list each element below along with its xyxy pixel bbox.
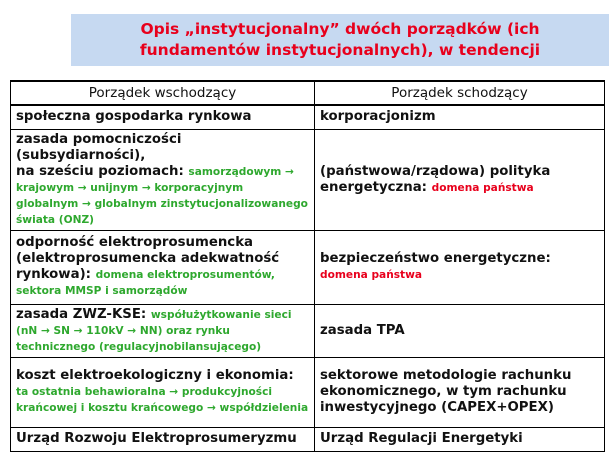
- cell-text: sektorowe metodologie rachunku: [320, 368, 572, 383]
- cell-text: (subsydiarności),: [16, 147, 146, 163]
- cell-text: zasada TPA: [320, 322, 405, 338]
- cell-left: [11, 230, 315, 304]
- cell-text: (elektroprosumencka adekwatność: [16, 251, 280, 266]
- cell-right: [315, 427, 605, 451]
- cell-text: Urząd Regulacji Energetyki: [320, 431, 523, 446]
- cell-red-note: domena państwa: [431, 181, 534, 194]
- table-row: [11, 105, 605, 129]
- cell-text: zasada ZWZ-KSE:: [16, 306, 147, 322]
- cell-text: (państwowa/rządowa) polityka: [320, 163, 551, 179]
- cell-text: odporność elektroprosumencka: [16, 235, 254, 250]
- cell-text: koszt elektroekologiczny i ekonomia:: [16, 368, 294, 383]
- cell-text: korporacjonizm: [320, 109, 436, 125]
- cell-text: bezpieczeństwo energetyczne:: [320, 251, 551, 266]
- cell-text: na sześciu poziomach:: [16, 163, 184, 179]
- table-row: [11, 304, 605, 357]
- cell-text: społeczna gospodarka rynkowa: [16, 109, 252, 125]
- cell-green-note: ta ostatnia behawioralna → produkcyjności krańcowej i kosztu krańcowego → współdzielenia: [16, 386, 309, 414]
- slide-title-line-2: fundamentów instytucjonalnych), w tendencji: [139, 41, 541, 59]
- slide-title-box: [71, 14, 609, 66]
- cell-green-note: domena elektroprosumentów, sektora MMSP i samorządów: [16, 269, 275, 297]
- cell-left: [11, 304, 315, 357]
- cell-right: [315, 230, 605, 304]
- header-emerging-order: Porządek wschodzący: [11, 81, 315, 105]
- cell-right: [315, 129, 605, 230]
- cell-text: Urząd Rozwoju Elektroprosumeryzmu: [16, 431, 297, 446]
- cell-text: rynkowa):: [16, 267, 91, 282]
- comparison-table: [10, 80, 605, 452]
- table-row: [11, 427, 605, 451]
- cell-right: [315, 105, 605, 129]
- table-row: [11, 230, 605, 304]
- cell-left: [11, 129, 315, 230]
- cell-left: [11, 427, 315, 451]
- table-header-row: [11, 81, 605, 105]
- cell-text: inwestycyjnego (CAPEX+OPEX): [320, 400, 554, 415]
- cell-text: zasada pomocniczości: [16, 131, 182, 147]
- cell-text: ekonomicznego, w tym rachunku: [320, 384, 567, 399]
- cell-red-note: domena państwa: [320, 269, 423, 281]
- cell-green-note: samorządowym → krajowym → unijnym → korporacyjnym globalnym → globalnym zinstytucjonalizowanego świata (ONZ): [16, 165, 308, 226]
- cell-text: energetyczna:: [320, 179, 427, 195]
- cell-green-note: współużytkowanie sieci (nN → SN → 110kV → NN) oraz rynku technicznego (regulacyjnobilansującego): [16, 308, 292, 353]
- cell-right: [315, 304, 605, 357]
- slide-title-line-1: Opis „instytucjonalny” dwóch porządków (ich: [140, 20, 540, 38]
- table-row: [11, 129, 605, 230]
- header-declining-order: Porządek schodzący: [315, 81, 605, 105]
- cell-right: [315, 357, 605, 427]
- cell-left: [11, 105, 315, 129]
- cell-left: [11, 357, 315, 427]
- table-row: [11, 357, 605, 427]
